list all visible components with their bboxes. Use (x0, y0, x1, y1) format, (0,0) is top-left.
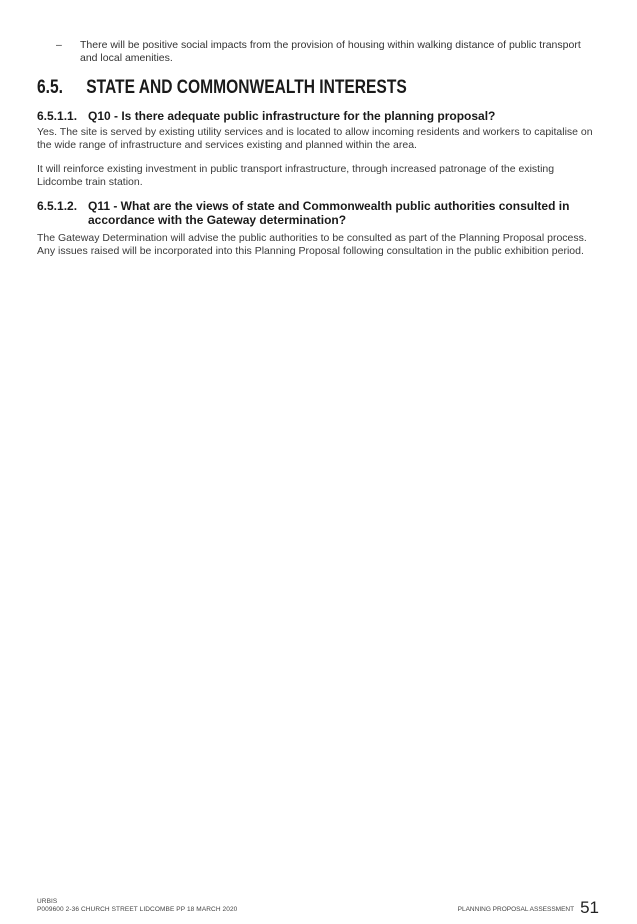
q10-heading (37, 109, 607, 123)
section-number: 6.5. (37, 77, 63, 98)
footer-reference: P009600 2-36 CHURCH STREET LIDCOMBE PP 18 MARCH 2020 (37, 906, 238, 913)
footer-right (458, 896, 599, 916)
q10-title: Q10 - Is there adequate public infrastructure for the planning proposal? (88, 109, 496, 123)
footer-company: URBIS (37, 898, 58, 905)
footer-left (37, 898, 237, 914)
q11-title: Q11 - What are the views of state and Commonwealth public authorities consulted in accordance with the Gateway determination? (88, 199, 570, 227)
q10-number: 6.5.1.1. (37, 109, 78, 123)
q11-number: 6.5.1.2. (37, 199, 78, 213)
section-heading (37, 77, 504, 99)
bullet-text: There will be positive social impacts from the provision of housing within walking distance of public transport and local amenities. (80, 39, 581, 64)
q10-paragraph-1: Yes. The site is served by existing utility services and is located to allow incoming residents and workers to capitalise on the wide range of infrastructure and services existing and planned within the area. (37, 126, 593, 151)
q10-paragraph-2: It will reinforce existing investment in public transport infrastructure, through increased patronage of the existing Lidcombe train station. (37, 163, 555, 188)
page-number: 51 (580, 898, 599, 917)
footer-section: PLANNING PROPOSAL ASSESSMENT (457, 906, 575, 913)
bullet-marker: – (56, 39, 62, 51)
section-title: STATE AND COMMONWEALTH INTERESTS (86, 77, 407, 98)
q11-paragraph-1: The Gateway Determination will advise the public authorities to be consulted as part of the Planning Proposal process. Any issues raised will be incorporated into this Planning Proposal following consultation in the public exhibition period. (37, 232, 587, 257)
q11-heading (37, 199, 607, 227)
bullet-item (56, 39, 601, 65)
